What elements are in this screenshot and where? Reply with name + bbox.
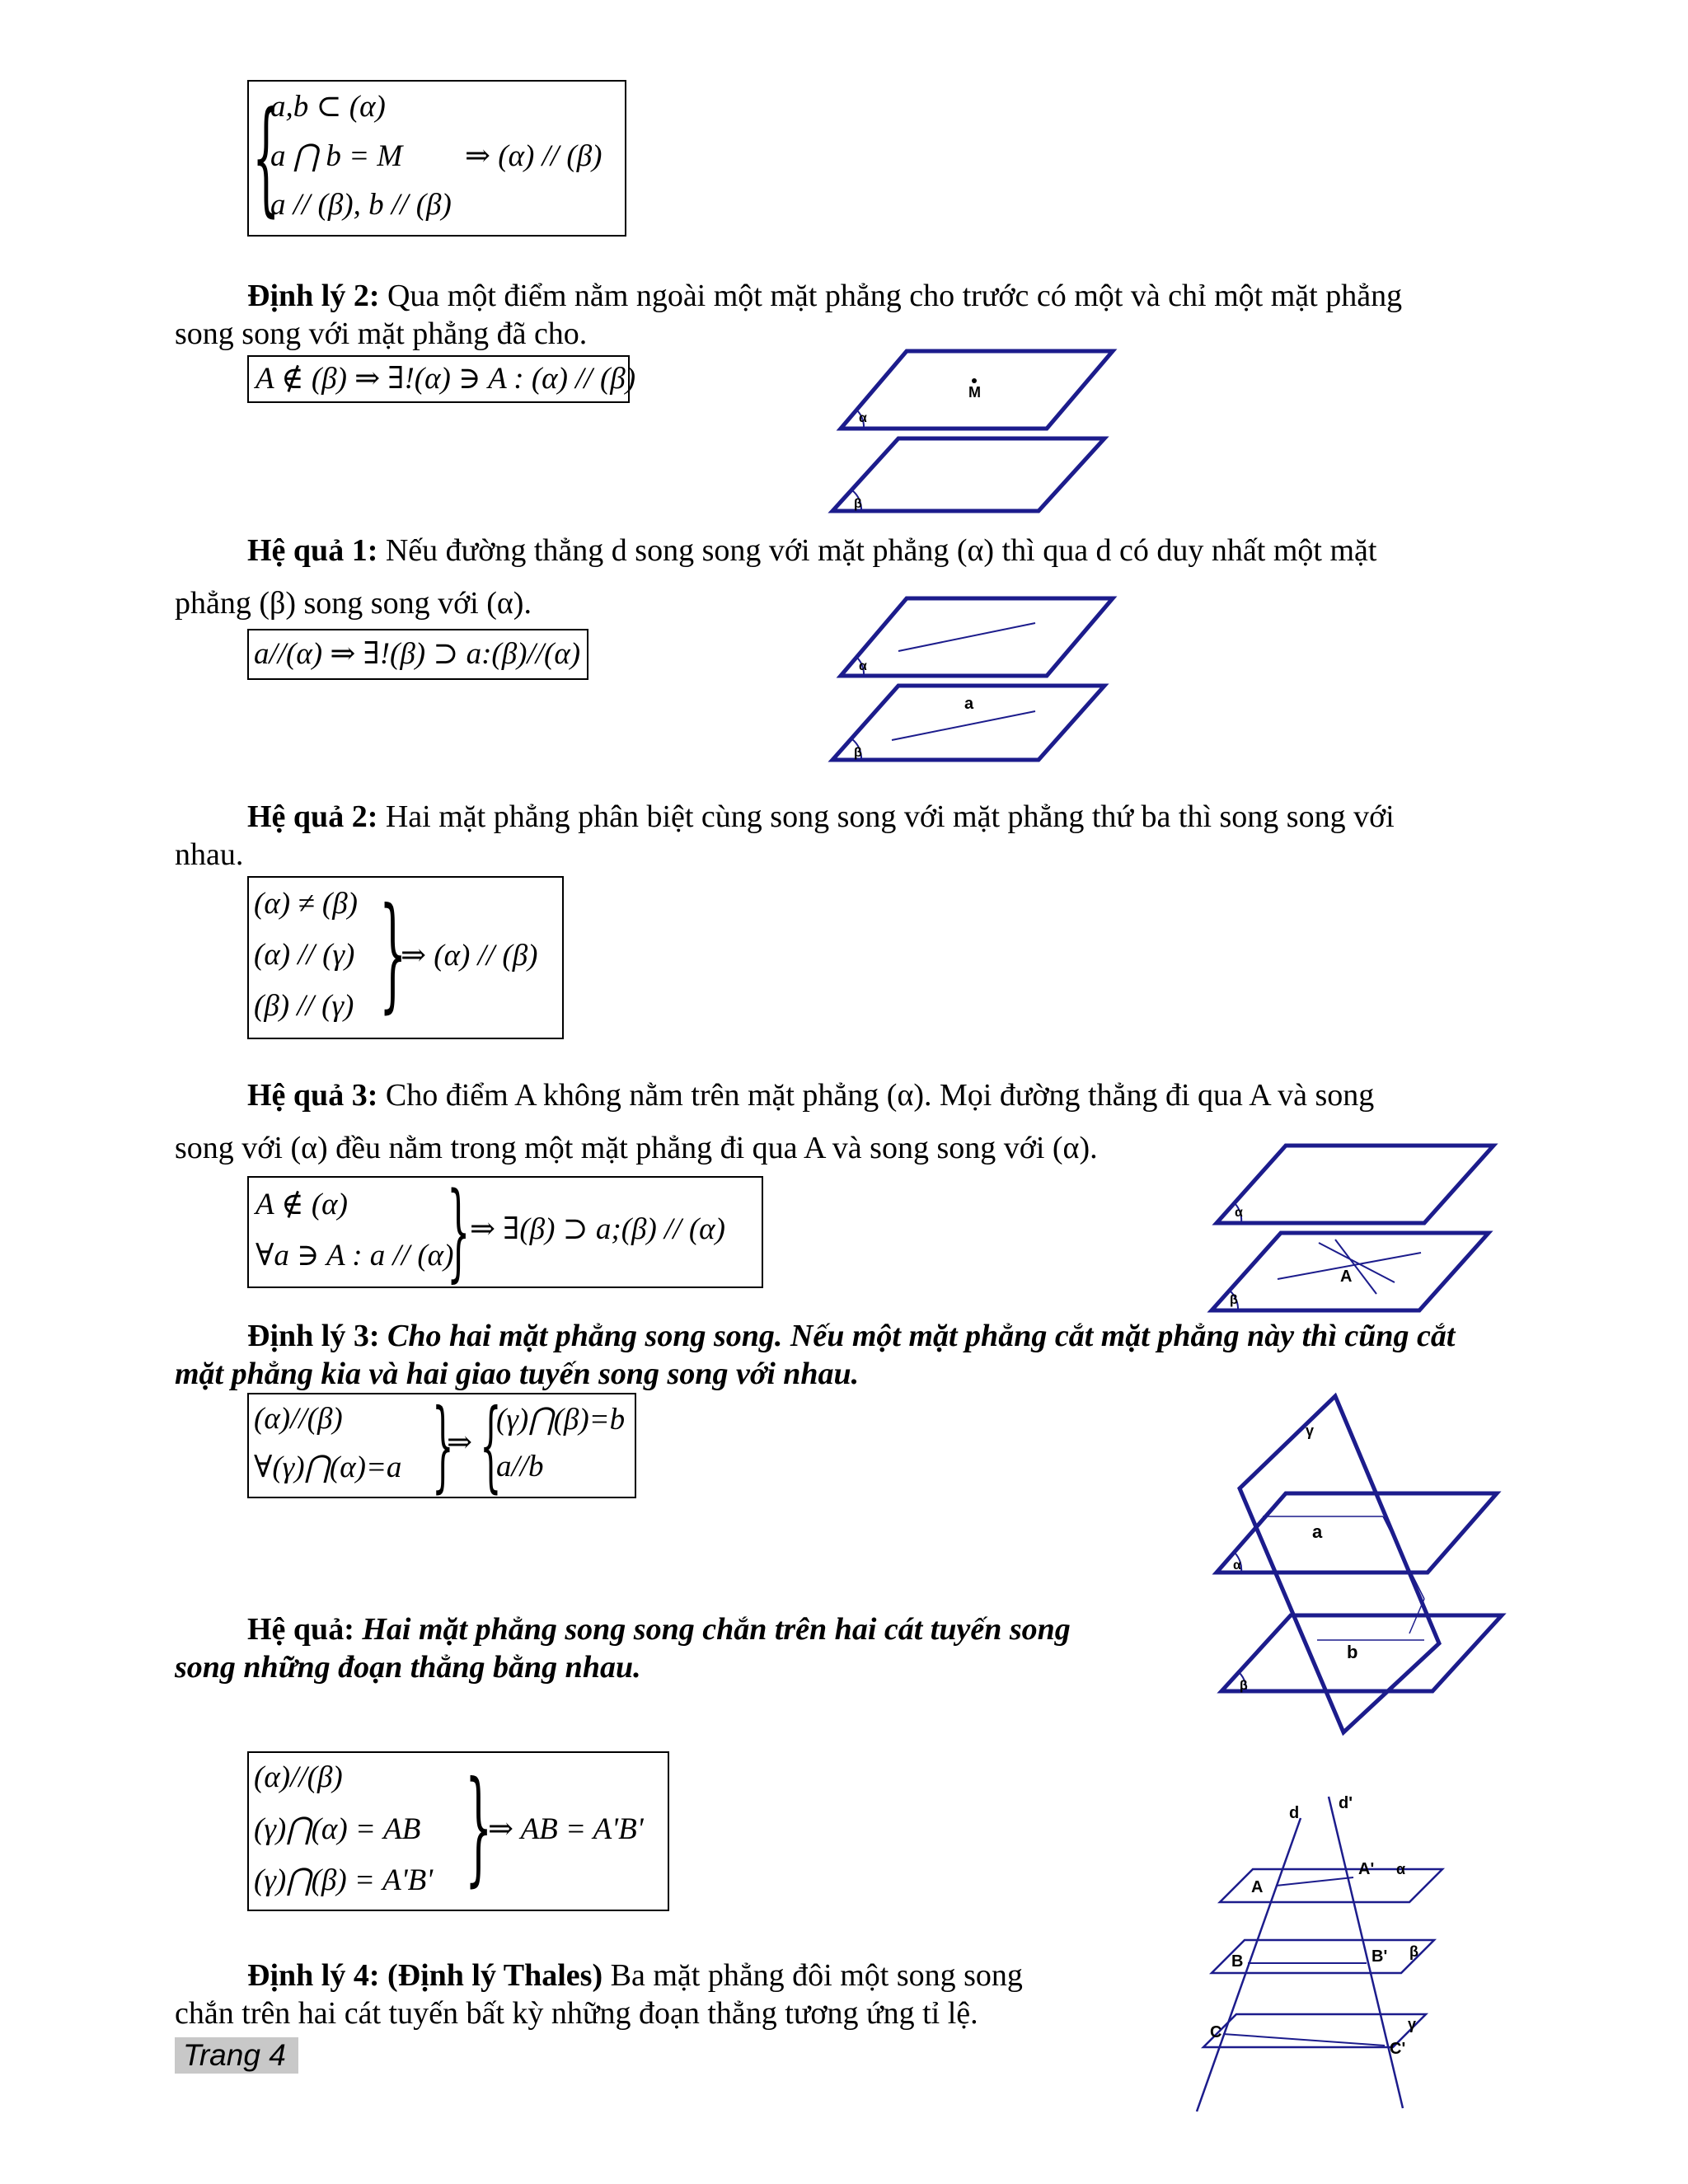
- formula-box-2: [247, 355, 636, 403]
- right-brace: }: [447, 1170, 471, 1293]
- formula-result: ⇒ ∃(β) ⊃ a;(β) // (α): [470, 1212, 725, 1246]
- formula-line: (α)//(β): [254, 1760, 343, 1794]
- line-label-b: b: [1347, 1642, 1358, 1662]
- line-a: [892, 711, 1035, 740]
- formula-line: (γ)⋂(α) = AB: [254, 1812, 421, 1846]
- figure-plane-cuts-parallel-planes: [1203, 1393, 1508, 1739]
- corollary-title: Hệ quả 3:: [247, 1078, 378, 1113]
- left-brace: {: [480, 1389, 502, 1503]
- plane-alpha: [841, 598, 1113, 676]
- formula-line: (α) ≠ (β): [254, 887, 358, 921]
- formula-line: A ∉ (β) ⇒ ∃!(α) ∋ A : (α) // (β): [256, 362, 636, 396]
- plane-alpha: [1217, 1146, 1493, 1223]
- left-brace: {: [252, 86, 280, 229]
- corollary-text: song những đoạn thẳng bằng nhau.: [175, 1650, 641, 1685]
- formula-result: ⇒ AB = A'B': [488, 1812, 644, 1846]
- point-m: [972, 378, 977, 383]
- formula-line: (γ)⋂(β) = A'B': [254, 1863, 434, 1897]
- formula-result: ⇒ (α) // (β): [401, 939, 538, 972]
- theorem-text: chắn trên hai cát tuyến bất kỳ những đoạn thẳng tương ứng tỉ lệ.: [175, 1996, 978, 2031]
- page-number: Trang 4: [175, 2037, 298, 2074]
- theorem-text: mặt phẳng kia và hai giao tuyến song song với nhau.: [175, 1357, 860, 1391]
- corollary-text: phẳng (β) song song với (α).: [175, 586, 532, 621]
- formula-line: a//(α) ⇒ ∃!(β) ⊃ a:(β)//(α): [254, 637, 581, 671]
- plane-label-beta: β: [1240, 1679, 1248, 1693]
- plane-beta: [832, 438, 1104, 511]
- theorem-text: Qua một điểm nằm ngoài một mặt phẳng cho trước có một và chỉ một mặt phẳng: [379, 279, 1403, 313]
- formula-line: A ∉ (α): [256, 1188, 348, 1221]
- plane-gamma: [1240, 1396, 1439, 1732]
- plane-label-alpha: α: [859, 411, 867, 425]
- point-label: M: [968, 384, 981, 401]
- corollary-text: nhau.: [175, 837, 244, 872]
- point-label-a-prime: A': [1358, 1860, 1375, 1878]
- figure-lines-through-a: [1203, 1137, 1508, 1319]
- point-label-b-prime: B': [1372, 1947, 1388, 1966]
- right-brace: }: [379, 882, 407, 1025]
- point-label: A: [1340, 1268, 1353, 1286]
- formula-line: ∀a ∋ A : a // (α): [256, 1239, 454, 1272]
- line-d: [1197, 1818, 1301, 2111]
- theorem-title: Định lý 3:: [247, 1319, 380, 1353]
- corollary-text: Cho điểm A không nằm trên mặt phẳng (α). Mọi đường thẳng đi qua A và song: [377, 1078, 1375, 1113]
- corollary-text: Nếu đường thẳng d song song với mặt phẳng (α) thì qua d có duy nhất một mặt: [377, 533, 1377, 568]
- theorem-text: Ba mặt phẳng đôi một song song: [603, 1958, 1023, 1993]
- line-through-a: [1319, 1243, 1395, 1282]
- right-brace: }: [465, 1755, 493, 1899]
- line-label-a: a: [964, 695, 974, 713]
- plane-label-gamma: γ: [1408, 2016, 1417, 2032]
- plane-label-beta: β: [854, 746, 862, 760]
- plane-label-beta: β: [1409, 1943, 1418, 1960]
- formula-line: a // (β), b // (β): [270, 188, 452, 222]
- corollary-text: Hai mặt phẳng phân biệt cùng song song với mặt phẳng thứ ba thì song song với: [377, 799, 1395, 834]
- theorem-text: song song với mặt phẳng đã cho.: [175, 316, 588, 351]
- theorem-text: Cho hai mặt phẳng song song. Nếu một mặt phẳng cắt mặt phẳng này thì cũng cắt: [379, 1319, 1456, 1353]
- theorem-title: Định lý 4: (Định lý Thales): [247, 1958, 603, 1993]
- theorem-title: Định lý 2:: [247, 279, 380, 313]
- theorem-2: [175, 277, 1533, 353]
- plane-label-alpha: α: [859, 659, 867, 673]
- figure-parallel-planes-point: [824, 346, 1121, 519]
- point-label-c-prime: C': [1390, 2040, 1406, 2058]
- theorem-4: [175, 1957, 1164, 2032]
- plane-label-alpha: α: [1396, 1861, 1406, 1877]
- segment-cc: [1223, 2034, 1385, 2046]
- formula-result: a//b: [496, 1450, 544, 1483]
- segment-aa: [1276, 1877, 1353, 1886]
- plane-beta: [1221, 1615, 1502, 1691]
- formula-line: ∀(γ)⋂(α)=a: [254, 1451, 402, 1484]
- formula-box-6: [247, 1389, 636, 1503]
- line-label-a: a: [1312, 1521, 1323, 1542]
- formula-box-5: [247, 1170, 763, 1293]
- figure-line-in-plane: [824, 593, 1121, 766]
- corollary-text: Hai mặt phẳng song song chắn trên hai cát tuyến song: [354, 1612, 1071, 1647]
- corollary-title: Hệ quả:: [247, 1612, 354, 1647]
- plane-beta: [1212, 1940, 1434, 1973]
- point-label-c: C: [1210, 2023, 1222, 2041]
- plane-label-gamma: γ: [1306, 1422, 1315, 1439]
- corollary-4: [175, 1610, 1164, 1686]
- point-label-a: A: [1251, 1878, 1264, 1896]
- formula-result: ⇒ (α) // (β): [465, 139, 603, 173]
- formula-line: a,b ⊂ (α): [270, 90, 386, 124]
- line-label-d-prime: d': [1339, 1794, 1353, 1812]
- plane-label-alpha: α: [1233, 1558, 1241, 1572]
- corollary-2: [175, 798, 1533, 874]
- line-label-d: d: [1289, 1804, 1300, 1822]
- formula-line: (β) // (γ): [254, 989, 354, 1023]
- plane-label-alpha: α: [1235, 1206, 1243, 1220]
- formula-box-1: [247, 80, 626, 237]
- line-d-prime: [1329, 1797, 1406, 2108]
- plane-label-beta: β: [854, 497, 862, 511]
- formula-line: (α) // (γ): [254, 938, 355, 972]
- corollary-title: Hệ quả 2:: [247, 799, 378, 834]
- formula-line: (α)//(β): [254, 1402, 343, 1436]
- figure-thales: [1187, 1785, 1459, 2115]
- point-label-b: B: [1231, 1952, 1244, 1971]
- hidden-edge: [1383, 1516, 1424, 1599]
- formula-result: (γ)⋂(β)=b: [496, 1403, 626, 1436]
- line-d: [898, 623, 1035, 651]
- implies-arrow: ⇒: [447, 1426, 473, 1460]
- formula-line: a ⋂ b = M: [270, 139, 403, 173]
- corollary-text: song với (α) đều nằm trong một mặt phẳng đi qua A và song song với (α).: [175, 1131, 1098, 1165]
- theorem-3: [175, 1317, 1533, 1393]
- right-brace: }: [432, 1389, 454, 1503]
- corollary-title: Hệ quả 1:: [247, 533, 378, 568]
- formula-box-4: [247, 876, 564, 1039]
- formula-box-7: [247, 1751, 669, 1911]
- formula-box-3: [247, 629, 588, 680]
- plane-label-beta: β: [1230, 1293, 1238, 1307]
